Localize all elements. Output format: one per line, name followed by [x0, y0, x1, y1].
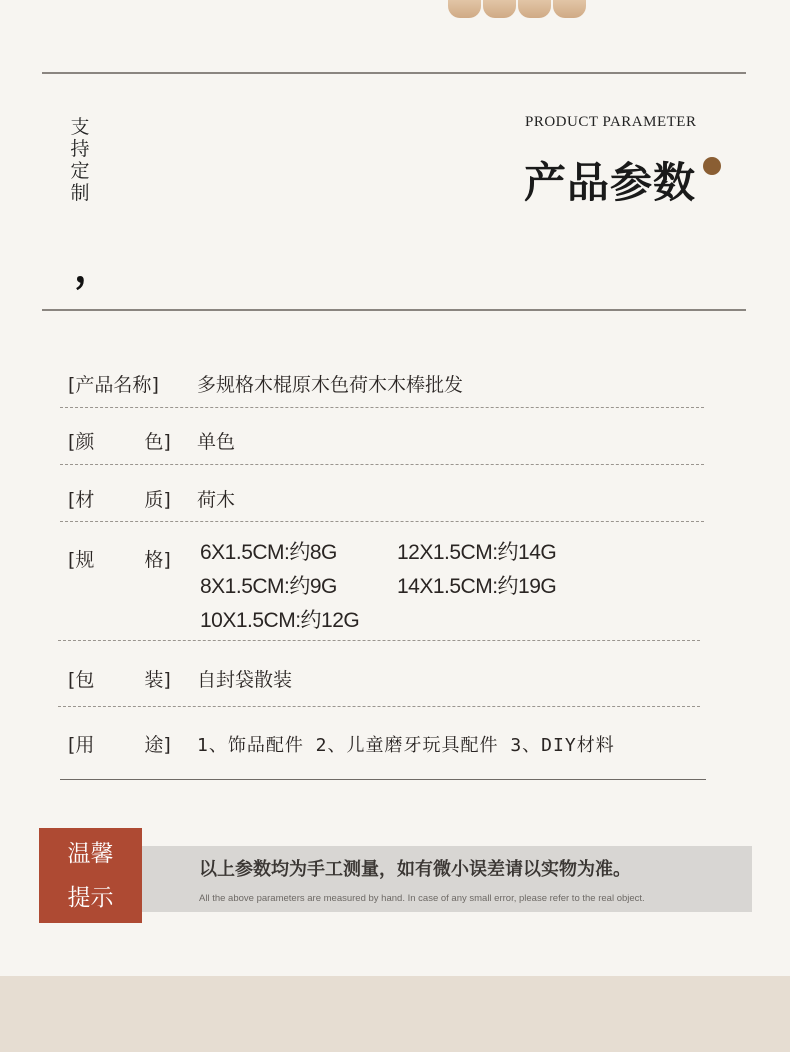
- wood-rod: [448, 0, 481, 18]
- custom-support-tag: [68, 116, 92, 204]
- notice-badge-line: 温馨: [67, 841, 114, 867]
- param-value: 自封袋散装: [197, 669, 293, 691]
- spec-item: 8X1.5CM:约9G: [200, 575, 337, 598]
- top-divider: [42, 72, 746, 74]
- param-value: 多规格木棍原木色荷木木棒批发: [197, 374, 464, 396]
- param-value: 1、饰品配件 2、儿童磨牙玩具配件 3、DIY材料: [197, 735, 615, 756]
- spec-item: 6X1.5CM:约8G: [200, 541, 337, 564]
- notice-badge-line: 提示: [67, 885, 114, 911]
- section-heading-en: PRODUCT PARAMETER: [525, 114, 697, 130]
- wood-rod: [553, 0, 586, 18]
- footer-band: [0, 976, 790, 1052]
- notice-text-en: All the above parameters are measured by hand. In case of any small error, please refer to the real object.: [199, 893, 645, 904]
- spec-list: [200, 536, 620, 636]
- param-label: [ 材 质 ]: [68, 489, 171, 511]
- dashed-divider: [60, 521, 704, 522]
- dashed-divider: [60, 407, 704, 408]
- tag-char: 支: [70, 116, 90, 138]
- tag-char: 持: [70, 138, 90, 160]
- tag-char: 制: [70, 182, 90, 204]
- accent-dot: [703, 157, 721, 175]
- param-label: [ 用 途 ]: [68, 734, 171, 756]
- dashed-divider: [58, 706, 700, 707]
- header-divider: [42, 309, 746, 311]
- tag-char: 定: [70, 160, 90, 182]
- param-label: [ 包 装 ]: [68, 669, 171, 691]
- param-label: [ 规 格 ]: [68, 549, 171, 571]
- param-label: [产品名称]: [68, 374, 159, 396]
- param-value: 单色: [197, 431, 236, 453]
- product-image-peek: [448, 0, 586, 20]
- dashed-divider: [60, 464, 704, 465]
- spec-item: 14X1.5CM:约19G: [397, 575, 557, 598]
- notice-text: 以上参数均为手工测量，如有微小误差请以实物为准。: [199, 859, 631, 880]
- wood-rod: [518, 0, 551, 18]
- param-value: 荷木: [197, 489, 236, 511]
- spec-item: 10X1.5CM:约12G: [200, 609, 360, 632]
- comma-mark: ，: [74, 244, 114, 291]
- notice-badge: [39, 828, 142, 923]
- bottom-divider: [60, 779, 706, 780]
- wood-rod: [483, 0, 516, 18]
- param-label: [ 颜 色 ]: [68, 431, 171, 453]
- section-heading-cn: 产品参数: [524, 158, 697, 207]
- dashed-divider: [58, 640, 700, 641]
- spec-item: 12X1.5CM:约14G: [397, 541, 557, 564]
